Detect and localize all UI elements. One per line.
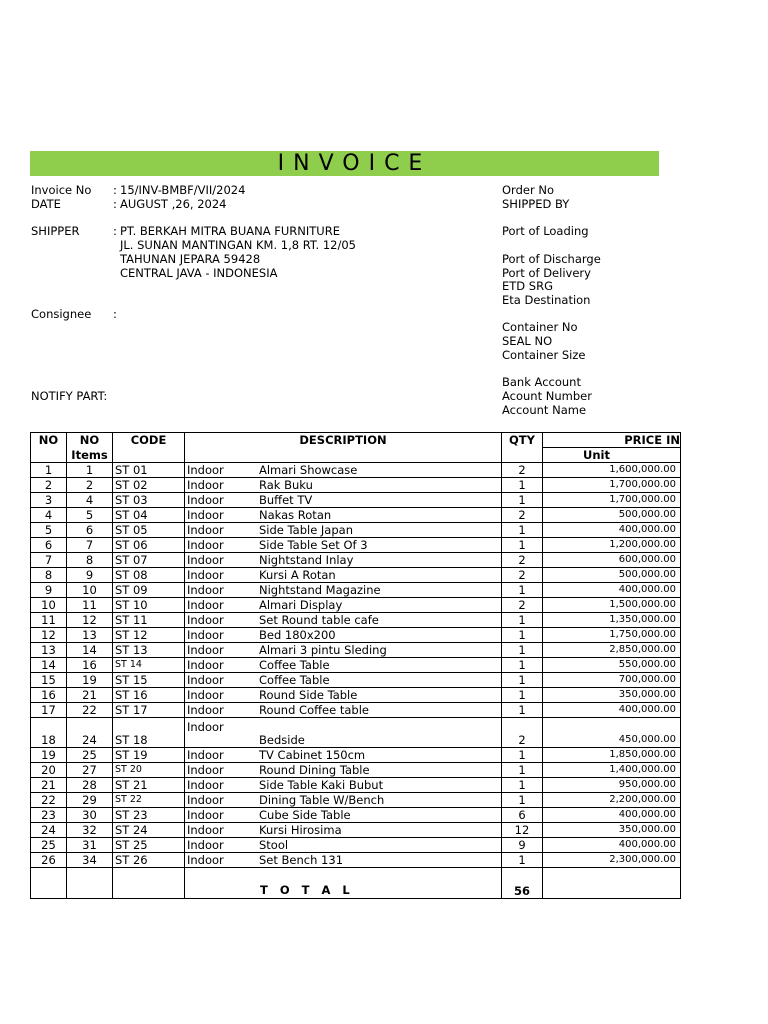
header-code: CODE	[113, 433, 185, 448]
cell-unit-price: 400,000.00	[543, 583, 681, 598]
cell-no: 13	[31, 643, 67, 658]
cell-item-no: 5	[67, 508, 113, 523]
cell-qty: 1	[502, 778, 543, 793]
cell-category: Indoor	[187, 478, 224, 492]
total-qty: 56	[502, 868, 543, 899]
cell-description	[185, 658, 502, 673]
cell-no: 2	[31, 478, 67, 493]
cell-item-name: Nightstand Inlay	[259, 553, 354, 567]
cell-code: ST 19	[113, 748, 185, 763]
cell-code: ST 11	[113, 613, 185, 628]
cell-description	[185, 808, 502, 823]
header-description: DESCRIPTION	[185, 433, 502, 448]
bank-account-label: Bank Account	[502, 375, 581, 389]
cell-code: ST 15	[113, 673, 185, 688]
header-qty: QTY	[502, 433, 543, 448]
cell-item-no: 4	[67, 493, 113, 508]
cell-category: Indoor	[187, 463, 224, 477]
cell-unit-price: 600,000.00	[543, 553, 681, 568]
shipper-line-4: CENTRAL JAVA - INDONESIA	[120, 266, 278, 280]
cell-qty: 6	[502, 808, 543, 823]
cell-item-name: Side Table Kaki Bubut	[259, 778, 384, 792]
notify-party-label: NOTIFY PART:	[31, 389, 108, 403]
consignee-label: Consignee	[31, 307, 92, 321]
cell-item-no: 9	[67, 568, 113, 583]
total-cell-empty	[31, 868, 67, 899]
cell-item-no: 6	[67, 523, 113, 538]
table-row	[31, 493, 681, 508]
cell-qty: 1	[502, 703, 543, 718]
table-row	[31, 763, 681, 778]
cell-unit-price: 500,000.00	[543, 568, 681, 583]
cell-description	[185, 748, 502, 763]
cell-item-no: 21	[67, 688, 113, 703]
cell-qty: 2	[502, 568, 543, 583]
cell-item-name: Rak Buku	[259, 478, 313, 492]
table-row	[31, 718, 681, 748]
cell-description	[185, 463, 502, 478]
cell-code: ST 08	[113, 568, 185, 583]
cell-qty: 1	[502, 793, 543, 808]
order-no-label: Order No	[502, 183, 554, 197]
eta-label: Eta Destination	[502, 293, 591, 307]
cell-no: 22	[31, 793, 67, 808]
container-no-label: Container No	[502, 320, 578, 334]
header-unit: Unit	[543, 448, 681, 463]
cell-description	[185, 643, 502, 658]
shipper-line-3: TAHUNAN JEPARA 59428	[120, 252, 261, 266]
cell-no: 12	[31, 628, 67, 643]
cell-description	[185, 478, 502, 493]
cell-item-no: 10	[67, 583, 113, 598]
cell-no: 11	[31, 613, 67, 628]
cell-description	[185, 718, 502, 748]
cell-qty: 2	[502, 718, 543, 748]
items-table-wrapper	[30, 432, 680, 898]
cell-no: 23	[31, 808, 67, 823]
cell-unit-price: 500,000.00	[543, 508, 681, 523]
items-table	[30, 432, 681, 899]
cell-unit-price: 1,750,000.00	[543, 628, 681, 643]
table-row	[31, 538, 681, 553]
cell-category: Indoor	[187, 643, 224, 657]
cell-no: 3	[31, 493, 67, 508]
cell-item-name: Set Bench 131	[259, 853, 344, 867]
cell-item-name: Almari Showcase	[259, 463, 358, 477]
cell-category: Indoor	[187, 673, 224, 687]
cell-no: 17	[31, 703, 67, 718]
cell-category: Indoor	[187, 688, 224, 702]
cell-category: Indoor	[187, 598, 224, 612]
cell-unit-price: 450,000.00	[543, 718, 681, 748]
cell-category: Indoor	[187, 568, 224, 582]
invoice-title: INVOICE	[277, 151, 432, 176]
cell-unit-price: 1,400,000.00	[543, 763, 681, 778]
cell-item-no: 8	[67, 553, 113, 568]
container-size-label: Container Size	[502, 348, 586, 362]
cell-item-name: Round Coffee table	[259, 703, 369, 717]
cell-code: ST 02	[113, 478, 185, 493]
cell-description	[185, 553, 502, 568]
shipper-line-2: JL. SUNAN MANTINGAN KM. 1,8 RT. 12/05	[120, 238, 356, 252]
date-value: AUGUST ,26, 2024	[120, 197, 227, 211]
cell-description	[185, 613, 502, 628]
cell-unit-price: 1,700,000.00	[543, 478, 681, 493]
cell-unit-price: 700,000.00	[543, 673, 681, 688]
cell-qty: 1	[502, 763, 543, 778]
cell-code: ST 20	[113, 763, 185, 778]
table-row	[31, 703, 681, 718]
shipped-by-label: SHIPPED BY	[502, 197, 570, 211]
cell-no: 1	[31, 463, 67, 478]
cell-item-name: Nightstand Magazine	[259, 583, 381, 597]
table-row	[31, 748, 681, 763]
cell-item-name: Side Table Set Of 3	[259, 538, 368, 552]
cell-description	[185, 523, 502, 538]
cell-no: 7	[31, 553, 67, 568]
cell-code: ST 06	[113, 538, 185, 553]
header-price: PRICE IN	[543, 433, 681, 448]
table-row	[31, 643, 681, 658]
table-row	[31, 853, 681, 868]
header-no-cont	[31, 448, 67, 463]
cell-no: 26	[31, 853, 67, 868]
cell-category: Indoor	[187, 553, 224, 567]
cell-item-name: Side Table Japan	[259, 523, 353, 537]
cell-qty: 2	[502, 463, 543, 478]
cell-qty: 1	[502, 658, 543, 673]
cell-no: 8	[31, 568, 67, 583]
total-cell-empty	[113, 868, 185, 899]
cell-code: ST 04	[113, 508, 185, 523]
cell-item-no: 30	[67, 808, 113, 823]
cell-unit-price: 950,000.00	[543, 778, 681, 793]
cell-code: ST 12	[113, 628, 185, 643]
cell-category: Indoor	[187, 703, 224, 717]
cell-description	[185, 493, 502, 508]
cell-unit-price: 2,850,000.00	[543, 643, 681, 658]
table-row	[31, 628, 681, 643]
table-row	[31, 523, 681, 538]
total-row	[31, 868, 681, 899]
cell-item-no: 24	[67, 718, 113, 748]
cell-item-name: Coffee Table	[259, 658, 330, 672]
cell-category: Indoor	[187, 793, 224, 807]
cell-item-name: Buffet TV	[259, 493, 313, 507]
header-no-items: NO	[67, 433, 113, 448]
cell-category: Indoor	[187, 853, 224, 867]
cell-code: ST 07	[113, 553, 185, 568]
shipper-label: SHIPPER	[31, 224, 80, 238]
table-row	[31, 478, 681, 493]
cell-code: ST 14	[113, 658, 185, 673]
cell-description	[185, 508, 502, 523]
cell-qty: 1	[502, 493, 543, 508]
cell-no: 15	[31, 673, 67, 688]
cell-unit-price: 1,350,000.00	[543, 613, 681, 628]
cell-code: ST 09	[113, 583, 185, 598]
cell-description	[185, 673, 502, 688]
cell-code: ST 26	[113, 853, 185, 868]
cell-qty: 1	[502, 538, 543, 553]
cell-no: 21	[31, 778, 67, 793]
invoice-header	[0, 184, 768, 424]
cell-unit-price: 2,300,000.00	[543, 853, 681, 868]
header-qty-cont	[502, 448, 543, 463]
cell-category: Indoor	[187, 523, 224, 537]
cell-item-name: Stool	[259, 838, 289, 852]
cell-description	[185, 568, 502, 583]
cell-unit-price: 1,850,000.00	[543, 748, 681, 763]
cell-item-no: 25	[67, 748, 113, 763]
table-row	[31, 793, 681, 808]
cell-qty: 1	[502, 643, 543, 658]
cell-unit-price: 400,000.00	[543, 523, 681, 538]
port-loading-label: Port of Loading	[502, 224, 589, 238]
cell-description	[185, 703, 502, 718]
cell-category: Indoor	[187, 778, 224, 792]
table-row	[31, 808, 681, 823]
cell-unit-price: 2,200,000.00	[543, 793, 681, 808]
cell-item-name: Dining Table W/Bench	[259, 793, 385, 807]
cell-qty: 12	[502, 823, 543, 838]
cell-category: Indoor	[187, 508, 224, 522]
header-code-cont	[113, 448, 185, 463]
invoice-no-value: 15/INV-BMBF/VII/2024	[120, 183, 246, 197]
cell-item-no: 27	[67, 763, 113, 778]
cell-qty: 1	[502, 688, 543, 703]
cell-code: ST 24	[113, 823, 185, 838]
cell-code: ST 13	[113, 643, 185, 658]
cell-no: 9	[31, 583, 67, 598]
cell-no: 24	[31, 823, 67, 838]
colon: :	[113, 183, 117, 197]
cell-item-no: 12	[67, 613, 113, 628]
cell-description	[185, 598, 502, 613]
cell-no: 4	[31, 508, 67, 523]
cell-item-no: 14	[67, 643, 113, 658]
cell-code: ST 21	[113, 778, 185, 793]
cell-category: Indoor	[187, 613, 224, 627]
header-description-cont	[185, 448, 502, 463]
cell-description	[185, 763, 502, 778]
account-name-label: Account Name	[502, 403, 587, 417]
cell-item-no: 29	[67, 793, 113, 808]
cell-item-name: Round Side Table	[259, 688, 358, 702]
total-label: T O T A L	[185, 868, 502, 899]
total-cell-empty	[67, 868, 113, 899]
port-delivery-label: Port of Delivery	[502, 266, 591, 280]
cell-description	[185, 823, 502, 838]
table-row	[31, 673, 681, 688]
cell-unit-price: 350,000.00	[543, 688, 681, 703]
cell-unit-price: 350,000.00	[543, 823, 681, 838]
cell-qty: 1	[502, 673, 543, 688]
cell-item-no: 31	[67, 838, 113, 853]
cell-item-no: 19	[67, 673, 113, 688]
cell-item-no: 32	[67, 823, 113, 838]
table-row	[31, 508, 681, 523]
cell-no: 18	[31, 718, 67, 748]
cell-item-name: Kursi Hirosima	[259, 823, 342, 837]
cell-item-no: 16	[67, 658, 113, 673]
table-row	[31, 688, 681, 703]
cell-code: ST 16	[113, 688, 185, 703]
cell-item-name: Almari 3 pintu Sleding	[259, 643, 387, 657]
cell-item-no: 34	[67, 853, 113, 868]
cell-code: ST 10	[113, 598, 185, 613]
table-row	[31, 823, 681, 838]
invoice-title-banner	[30, 151, 659, 176]
cell-item-name: Set Round table cafe	[259, 613, 379, 627]
cell-item-no: 1	[67, 463, 113, 478]
cell-item-name: TV Cabinet 150cm	[259, 748, 366, 762]
cell-code: ST 17	[113, 703, 185, 718]
cell-code: ST 01	[113, 463, 185, 478]
cell-unit-price: 400,000.00	[543, 808, 681, 823]
cell-item-no: 13	[67, 628, 113, 643]
table-row	[31, 553, 681, 568]
seal-no-label: SEAL NO	[502, 334, 553, 348]
cell-item-name: Almari Display	[259, 598, 343, 612]
shipper-line-1: PT. BERKAH MITRA BUANA FURNITURE	[120, 224, 340, 238]
colon: :	[113, 224, 117, 238]
cell-unit-price: 1,700,000.00	[543, 493, 681, 508]
cell-item-no: 7	[67, 538, 113, 553]
cell-category: Indoor	[187, 763, 224, 777]
cell-item-name: Round Dining Table	[259, 763, 370, 777]
table-row	[31, 598, 681, 613]
cell-description	[185, 688, 502, 703]
cell-no: 20	[31, 763, 67, 778]
cell-unit-price: 1,500,000.00	[543, 598, 681, 613]
etd-label: ETD SRG	[502, 279, 554, 293]
cell-no: 16	[31, 688, 67, 703]
colon: :	[113, 197, 117, 211]
cell-item-name: Coffee Table	[259, 673, 330, 687]
table-row	[31, 658, 681, 673]
cell-item-no: 28	[67, 778, 113, 793]
cell-qty: 2	[502, 508, 543, 523]
colon: :	[113, 307, 117, 321]
cell-qty: 2	[502, 553, 543, 568]
header-no: NO	[31, 433, 67, 448]
cell-item-name: Cube Side Table	[259, 808, 351, 822]
cell-unit-price: 400,000.00	[543, 838, 681, 853]
table-row	[31, 583, 681, 598]
cell-description	[185, 778, 502, 793]
cell-description	[185, 838, 502, 853]
cell-code: ST 05	[113, 523, 185, 538]
cell-item-no: 22	[67, 703, 113, 718]
cell-category: Indoor	[187, 808, 224, 822]
table-row	[31, 568, 681, 583]
invoice-no-label: Invoice No	[31, 183, 92, 197]
cell-category: Indoor	[187, 838, 224, 852]
cell-qty: 1	[502, 613, 543, 628]
table-row	[31, 838, 681, 853]
cell-category: Indoor	[187, 748, 224, 762]
cell-category: Indoor	[187, 628, 224, 642]
cell-no: 19	[31, 748, 67, 763]
cell-unit-price: 550,000.00	[543, 658, 681, 673]
cell-qty: 9	[502, 838, 543, 853]
table-row	[31, 613, 681, 628]
cell-description	[185, 793, 502, 808]
port-discharge-label: Port of Discharge	[502, 252, 601, 266]
cell-category: Indoor	[187, 823, 224, 837]
cell-description	[185, 853, 502, 868]
cell-category: Indoor	[187, 720, 224, 734]
cell-qty: 1	[502, 523, 543, 538]
cell-qty: 1	[502, 583, 543, 598]
cell-qty: 1	[502, 628, 543, 643]
total-price-empty	[543, 868, 681, 899]
cell-qty: 1	[502, 853, 543, 868]
cell-description	[185, 583, 502, 598]
cell-item-name: Bed 180x200	[259, 628, 336, 642]
table-row	[31, 463, 681, 478]
cell-no: 25	[31, 838, 67, 853]
table-row	[31, 778, 681, 793]
cell-unit-price: 1,600,000.00	[543, 463, 681, 478]
date-label: DATE	[31, 197, 61, 211]
cell-description	[185, 628, 502, 643]
cell-code: ST 22	[113, 793, 185, 808]
cell-no: 14	[31, 658, 67, 673]
cell-no: 6	[31, 538, 67, 553]
cell-item-name: Kursi A Rotan	[259, 568, 336, 582]
cell-item-name: Bedside	[259, 733, 305, 747]
account-number-label: Acount Number	[502, 389, 592, 403]
cell-category: Indoor	[187, 538, 224, 552]
cell-unit-price: 1,200,000.00	[543, 538, 681, 553]
cell-item-no: 2	[67, 478, 113, 493]
cell-category: Indoor	[187, 583, 224, 597]
cell-code: ST 18	[113, 718, 185, 748]
cell-qty: 2	[502, 598, 543, 613]
cell-code: ST 03	[113, 493, 185, 508]
cell-item-no: 11	[67, 598, 113, 613]
cell-description	[185, 538, 502, 553]
cell-qty: 1	[502, 478, 543, 493]
cell-qty: 1	[502, 748, 543, 763]
cell-category: Indoor	[187, 493, 224, 507]
cell-unit-price: 400,000.00	[543, 703, 681, 718]
cell-category: Indoor	[187, 658, 224, 672]
cell-no: 10	[31, 598, 67, 613]
cell-no: 5	[31, 523, 67, 538]
header-items: Items	[67, 448, 113, 463]
cell-code: ST 23	[113, 808, 185, 823]
cell-item-name: Nakas Rotan	[259, 508, 332, 522]
cell-code: ST 25	[113, 838, 185, 853]
